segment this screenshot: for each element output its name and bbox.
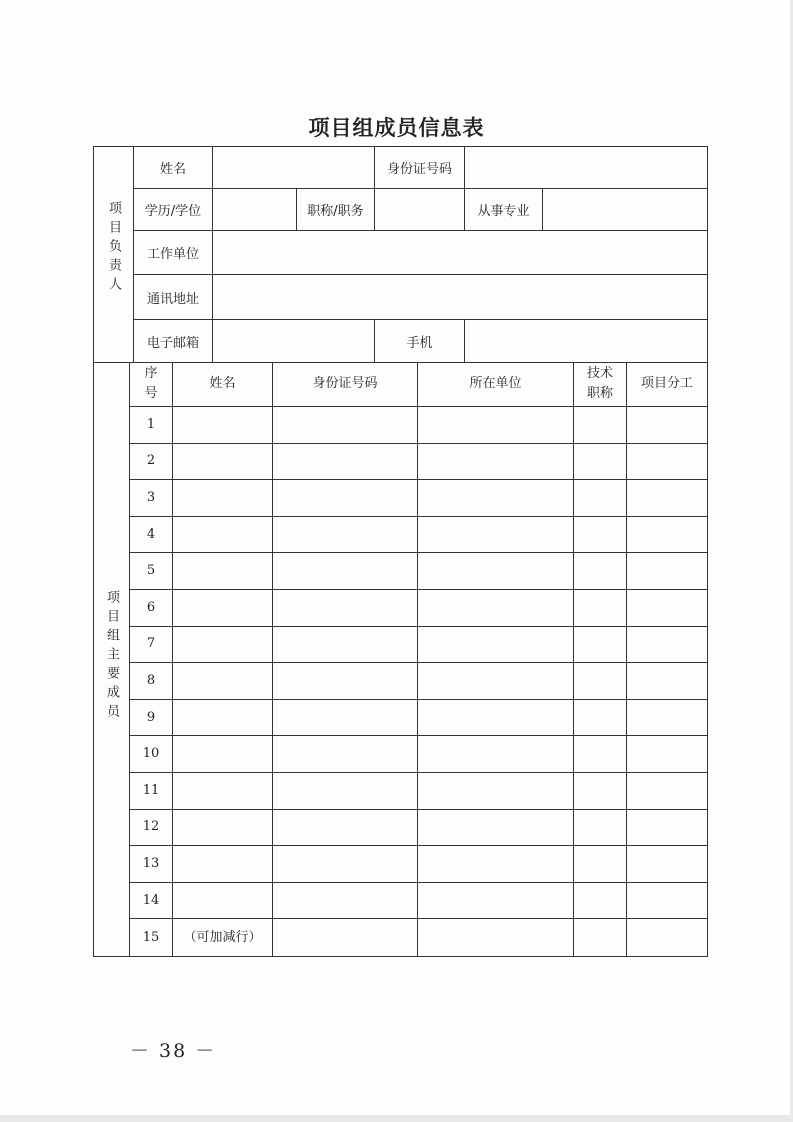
id-field[interactable] xyxy=(464,147,707,188)
degree-label: 学历/学位 xyxy=(144,204,202,219)
header-tech-line1: 技术 xyxy=(586,365,613,381)
member-id-cell[interactable] xyxy=(272,663,417,699)
member-id-cell[interactable] xyxy=(272,627,417,663)
member-name-cell[interactable] xyxy=(172,736,272,772)
major-field[interactable] xyxy=(542,189,707,230)
member-name-cell[interactable] xyxy=(172,627,272,663)
member-id-cell[interactable] xyxy=(272,590,417,626)
member-role-cell[interactable] xyxy=(626,553,707,589)
title-field[interactable] xyxy=(374,189,464,230)
member-seq-cell: 15 xyxy=(142,929,160,945)
member-name-cell[interactable] xyxy=(172,700,272,736)
member-org-cell[interactable] xyxy=(417,700,573,736)
table-row xyxy=(130,627,707,664)
member-role-cell[interactable] xyxy=(626,407,707,443)
member-id-cell[interactable] xyxy=(272,407,417,443)
header-role: 项目分工 xyxy=(626,362,707,406)
address-field[interactable] xyxy=(212,275,707,319)
member-id-cell[interactable] xyxy=(272,810,417,846)
member-tech-cell[interactable] xyxy=(573,407,626,443)
member-tech-cell[interactable] xyxy=(573,773,626,809)
id-label: 身份证号码 xyxy=(374,147,464,188)
member-org-cell[interactable] xyxy=(417,590,573,626)
members-side-cell xyxy=(94,362,130,956)
member-org-cell[interactable] xyxy=(417,663,573,699)
member-id-cell[interactable] xyxy=(272,480,417,516)
member-id-cell[interactable] xyxy=(272,517,417,553)
member-seq-cell: 3 xyxy=(146,489,156,505)
member-seq-cell: 13 xyxy=(142,855,160,871)
member-name-cell[interactable] xyxy=(172,517,272,553)
member-seq-cell: 11 xyxy=(142,782,160,798)
member-role-cell[interactable] xyxy=(626,590,707,626)
member-name-cell[interactable] xyxy=(172,444,272,480)
member-id-cell[interactable] xyxy=(272,736,417,772)
member-tech-cell[interactable] xyxy=(573,590,626,626)
table-row xyxy=(130,810,707,847)
leader-row-email xyxy=(134,320,707,362)
member-seq-cell: 12 xyxy=(142,819,160,835)
member-tech-cell[interactable] xyxy=(573,627,626,663)
member-id-cell[interactable] xyxy=(272,919,417,956)
name-field[interactable] xyxy=(212,147,374,188)
email-label: 电子邮箱 xyxy=(146,335,199,351)
member-role-cell[interactable] xyxy=(626,444,707,480)
member-name-cell[interactable] xyxy=(172,883,272,919)
member-name-cell[interactable] xyxy=(172,846,272,882)
header-seq-line2: 号 xyxy=(144,386,158,401)
member-tech-cell[interactable] xyxy=(573,480,626,516)
table-row xyxy=(130,590,707,627)
member-id-cell[interactable] xyxy=(272,444,417,480)
member-tech-cell[interactable] xyxy=(573,846,626,882)
add-remove-rows-note: （可加减行） xyxy=(172,919,272,956)
member-name-cell[interactable] xyxy=(172,553,272,589)
member-org-cell[interactable] xyxy=(417,883,573,919)
member-tech-cell[interactable] xyxy=(573,663,626,699)
table-row xyxy=(130,700,707,737)
table-row xyxy=(130,773,707,810)
member-name-cell[interactable] xyxy=(172,590,272,626)
member-id-cell[interactable] xyxy=(272,883,417,919)
member-seq-cell: 5 xyxy=(146,563,156,579)
member-tech-cell[interactable] xyxy=(573,736,626,772)
member-seq-cell: 1 xyxy=(146,416,156,432)
member-seq-cell: 9 xyxy=(146,709,156,725)
member-org-cell[interactable] xyxy=(417,517,573,553)
member-seq-cell: 4 xyxy=(146,526,156,542)
member-id-cell[interactable] xyxy=(272,553,417,589)
member-name-cell[interactable] xyxy=(172,810,272,846)
member-role-cell[interactable] xyxy=(626,480,707,516)
member-name-cell[interactable] xyxy=(172,773,272,809)
address-label: 通讯地址 xyxy=(146,291,199,307)
table-row xyxy=(130,883,707,920)
member-tech-cell[interactable] xyxy=(573,444,626,480)
degree-field[interactable] xyxy=(212,189,296,230)
member-seq-cell: 2 xyxy=(146,453,156,469)
major-label: 从事专业 xyxy=(464,189,542,230)
name-label: 姓名 xyxy=(159,162,186,177)
member-seq-cell: 8 xyxy=(146,672,156,688)
member-name-cell[interactable] xyxy=(172,480,272,516)
member-role-cell[interactable] xyxy=(626,663,707,699)
page-number: － 38 － xyxy=(130,1040,217,1062)
page-title: 项目组成员信息表 xyxy=(308,116,485,140)
leader-row-address xyxy=(134,275,707,320)
header-name: 姓名 xyxy=(172,362,272,406)
email-field[interactable] xyxy=(212,320,374,362)
member-org-cell[interactable] xyxy=(417,846,573,882)
member-role-cell[interactable] xyxy=(626,810,707,846)
member-org-cell[interactable] xyxy=(417,773,573,809)
member-role-cell[interactable] xyxy=(626,736,707,772)
member-org-cell[interactable] xyxy=(417,736,573,772)
member-tech-cell[interactable] xyxy=(573,517,626,553)
phone-label: 手机 xyxy=(374,320,464,362)
member-id-cell[interactable] xyxy=(272,700,417,736)
member-org-cell[interactable] xyxy=(417,627,573,663)
member-name-cell[interactable] xyxy=(172,663,272,699)
header-seq xyxy=(130,362,172,406)
leader-side-label: 项目负责人 xyxy=(106,201,121,296)
title-label: 职称/职务 xyxy=(296,189,374,230)
member-seq-cell: 14 xyxy=(142,892,160,908)
header-org: 所在单位 xyxy=(417,362,573,406)
member-tech-cell[interactable] xyxy=(573,883,626,919)
header-id: 身份证号码 xyxy=(272,362,417,406)
table-row xyxy=(130,407,707,444)
member-org-cell[interactable] xyxy=(417,810,573,846)
leader-row-org xyxy=(134,231,707,275)
table-row xyxy=(130,517,707,554)
member-org-cell[interactable] xyxy=(417,480,573,516)
leader-row-degree xyxy=(134,189,707,231)
leader-table xyxy=(93,146,708,363)
leader-side-cell xyxy=(94,147,134,362)
member-id-cell[interactable] xyxy=(272,773,417,809)
member-tech-cell[interactable] xyxy=(573,553,626,589)
table-row xyxy=(130,444,707,481)
member-tech-cell[interactable] xyxy=(573,700,626,736)
members-table xyxy=(93,362,708,957)
leader-row-name xyxy=(134,147,707,189)
member-role-cell[interactable] xyxy=(626,773,707,809)
member-role-cell[interactable] xyxy=(626,919,707,956)
org-label: 工作单位 xyxy=(146,247,199,262)
table-row xyxy=(130,736,707,773)
member-org-cell[interactable] xyxy=(417,919,573,956)
members-side-label: 项目组主要成员 xyxy=(104,590,119,723)
header-tech-line2: 职称 xyxy=(586,386,613,401)
member-role-cell[interactable] xyxy=(626,846,707,882)
member-role-cell[interactable] xyxy=(626,883,707,919)
member-role-cell[interactable] xyxy=(626,627,707,663)
table-row xyxy=(130,480,707,517)
member-seq-cell: 6 xyxy=(146,599,156,615)
table-row xyxy=(130,663,707,700)
member-id-cell[interactable] xyxy=(272,846,417,882)
members-header-row xyxy=(130,362,707,407)
member-seq-cell: 7 xyxy=(146,636,156,652)
member-role-cell[interactable] xyxy=(626,700,707,736)
org-field[interactable] xyxy=(212,231,707,274)
member-org-cell[interactable] xyxy=(417,444,573,480)
phone-field[interactable] xyxy=(464,320,707,362)
member-tech-cell[interactable] xyxy=(573,919,626,956)
header-seq-line1: 序 xyxy=(144,365,158,381)
member-role-cell[interactable] xyxy=(626,517,707,553)
table-row xyxy=(130,553,707,590)
member-name-cell[interactable] xyxy=(172,407,272,443)
header-tech-title xyxy=(573,362,626,406)
table-row xyxy=(130,919,707,956)
member-org-cell[interactable] xyxy=(417,553,573,589)
member-tech-cell[interactable] xyxy=(573,810,626,846)
member-seq-cell: 10 xyxy=(142,746,160,762)
member-org-cell[interactable] xyxy=(417,407,573,443)
table-row xyxy=(130,846,707,883)
